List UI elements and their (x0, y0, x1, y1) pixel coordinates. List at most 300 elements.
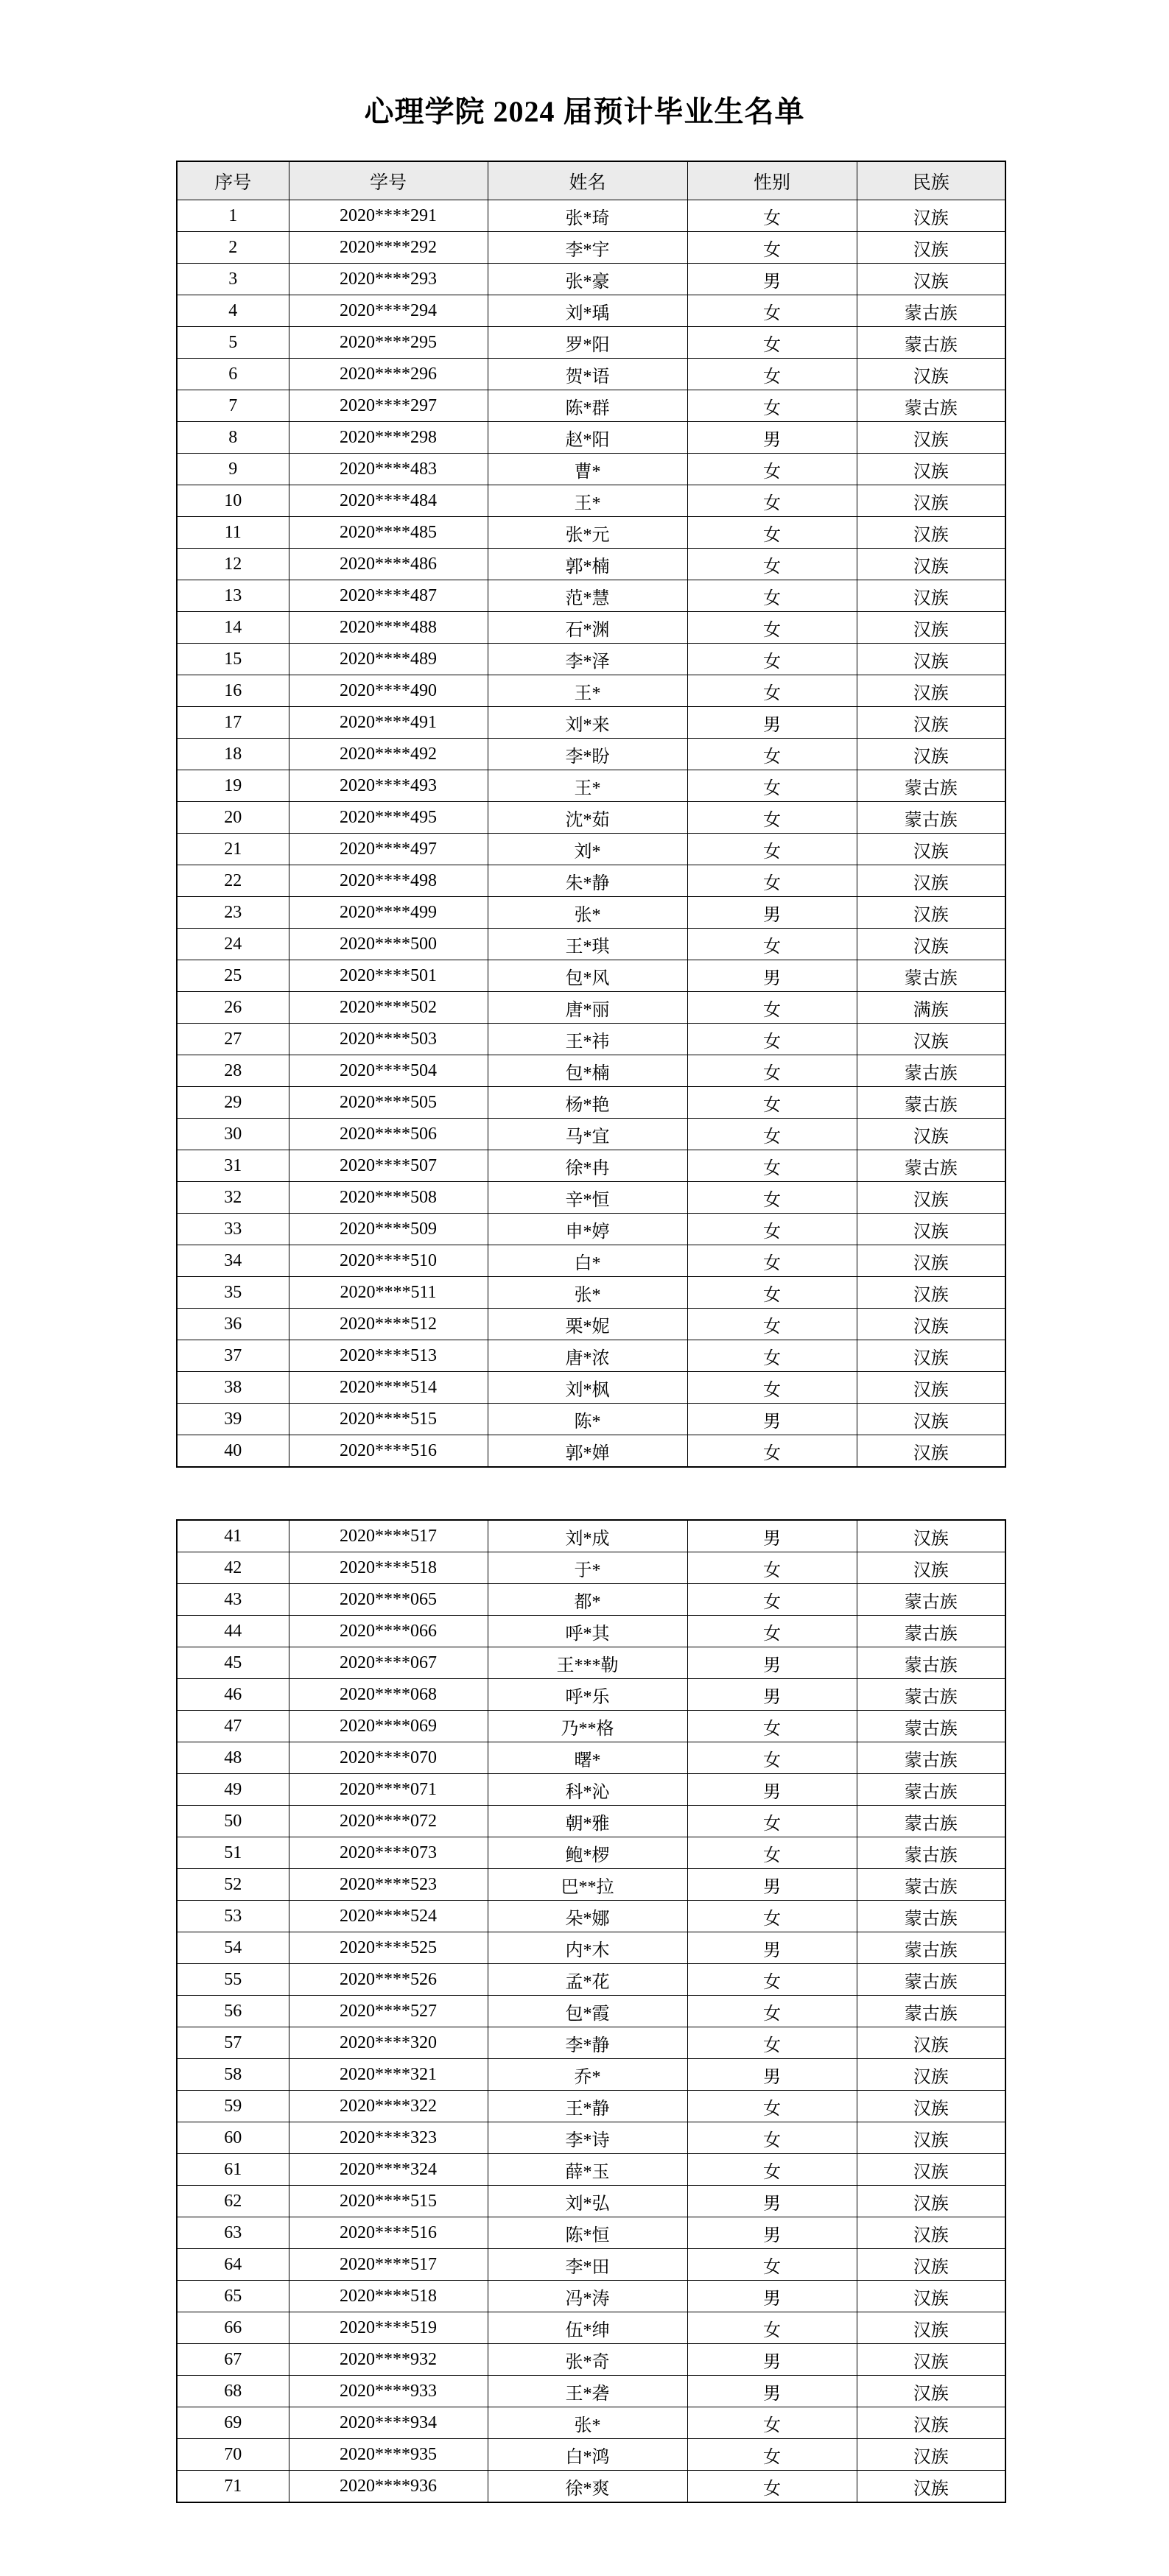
student-id-cell: 2020****507 (289, 1150, 488, 1182)
name-cell: 陈* (488, 1404, 687, 1435)
gender-cell: 男 (687, 2281, 857, 2312)
row-index-cell: 35 (177, 1277, 289, 1309)
student-id-cell: 2020****065 (289, 1584, 488, 1616)
name-cell: 贺*语 (488, 359, 687, 390)
name-cell: 罗*阳 (488, 327, 687, 359)
gender-cell: 男 (687, 1774, 857, 1806)
gender-cell: 女 (687, 2091, 857, 2122)
name-cell: 白*鸿 (488, 2439, 687, 2471)
student-id-cell: 2020****324 (289, 2154, 488, 2186)
table-row (177, 232, 1005, 264)
student-id-cell: 2020****517 (289, 1520, 488, 1552)
gender-cell: 女 (687, 2471, 857, 2503)
student-id-cell: 2020****934 (289, 2407, 488, 2439)
gender-cell: 女 (687, 454, 857, 485)
row-index-cell: 22 (177, 865, 289, 897)
ethnicity-cell: 蒙古族 (857, 1584, 1005, 1616)
name-cell: 张* (488, 1277, 687, 1309)
gender-cell: 女 (687, 2122, 857, 2154)
row-index-cell: 64 (177, 2249, 289, 2281)
gender-cell: 女 (687, 865, 857, 897)
row-index-cell: 61 (177, 2154, 289, 2186)
student-id-cell: 2020****298 (289, 422, 488, 454)
table-row (177, 1711, 1005, 1742)
student-id-cell: 2020****067 (289, 1647, 488, 1679)
student-id-cell: 2020****517 (289, 2249, 488, 2281)
gender-cell: 男 (687, 1869, 857, 1901)
ethnicity-cell: 蒙古族 (857, 1150, 1005, 1182)
row-index-cell: 53 (177, 1901, 289, 1932)
table-row (177, 1340, 1005, 1372)
table-row (177, 2249, 1005, 2281)
table-row (177, 1742, 1005, 1774)
name-cell: 栗*妮 (488, 1309, 687, 1340)
ethnicity-cell: 汉族 (857, 454, 1005, 485)
table-body-block-1 (177, 200, 1005, 1468)
row-index-cell: 11 (177, 517, 289, 549)
gender-cell: 男 (687, 1647, 857, 1679)
gender-cell: 女 (687, 612, 857, 644)
name-cell: 张*豪 (488, 264, 687, 295)
table-row (177, 1520, 1005, 1552)
table-row (177, 865, 1005, 897)
row-index-cell: 46 (177, 1679, 289, 1711)
ethnicity-cell: 汉族 (857, 739, 1005, 770)
row-index-cell: 31 (177, 1150, 289, 1182)
ethnicity-cell: 蒙古族 (857, 1964, 1005, 1996)
gender-cell: 男 (687, 897, 857, 929)
student-id-cell: 2020****489 (289, 644, 488, 675)
name-cell: 薛*玉 (488, 2154, 687, 2186)
name-cell: 郭*婵 (488, 1435, 687, 1468)
name-cell: 沈*茹 (488, 802, 687, 834)
row-index-cell: 69 (177, 2407, 289, 2439)
table-body-block-2 (177, 1520, 1005, 2502)
ethnicity-cell: 汉族 (857, 2091, 1005, 2122)
student-id-cell: 2020****508 (289, 1182, 488, 1214)
table-row (177, 675, 1005, 707)
gender-cell: 男 (687, 2186, 857, 2217)
table-header-row (177, 161, 1005, 200)
gender-cell: 女 (687, 580, 857, 612)
student-id-cell: 2020****513 (289, 1340, 488, 1372)
ethnicity-cell: 汉族 (857, 517, 1005, 549)
table-row (177, 2186, 1005, 2217)
row-index-cell: 48 (177, 1742, 289, 1774)
student-id-cell: 2020****484 (289, 485, 488, 517)
name-cell: 曹* (488, 454, 687, 485)
ethnicity-cell: 汉族 (857, 2281, 1005, 2312)
student-id-cell: 2020****297 (289, 390, 488, 422)
row-index-cell: 38 (177, 1372, 289, 1404)
student-id-cell: 2020****515 (289, 1404, 488, 1435)
gender-cell: 女 (687, 739, 857, 770)
table-row (177, 1584, 1005, 1616)
row-index-cell: 58 (177, 2059, 289, 2091)
gender-cell: 女 (687, 295, 857, 327)
table-row (177, 707, 1005, 739)
page-title: 心理学院 2024 届预计毕业生名单 (364, 95, 805, 128)
ethnicity-cell: 汉族 (857, 232, 1005, 264)
gender-cell: 女 (687, 1616, 857, 1647)
ethnicity-cell: 汉族 (857, 549, 1005, 580)
student-id-cell: 2020****504 (289, 1055, 488, 1087)
row-index-cell: 39 (177, 1404, 289, 1435)
table-row (177, 454, 1005, 485)
gender-cell: 女 (687, 1742, 857, 1774)
row-index-cell: 67 (177, 2344, 289, 2376)
name-cell: 王*静 (488, 2091, 687, 2122)
name-cell: 都* (488, 1584, 687, 1616)
ethnicity-cell: 汉族 (857, 264, 1005, 295)
gender-cell: 男 (687, 960, 857, 992)
row-index-cell: 45 (177, 1647, 289, 1679)
row-index-cell: 10 (177, 485, 289, 517)
gender-cell: 女 (687, 1055, 857, 1087)
ethnicity-cell: 汉族 (857, 580, 1005, 612)
gender-cell: 女 (687, 1584, 857, 1616)
ethnicity-cell: 蒙古族 (857, 295, 1005, 327)
row-index-cell: 25 (177, 960, 289, 992)
table-row (177, 2027, 1005, 2059)
student-id-cell: 2020****499 (289, 897, 488, 929)
ethnicity-cell: 汉族 (857, 1277, 1005, 1309)
student-id-cell: 2020****502 (289, 992, 488, 1024)
ethnicity-cell: 蒙古族 (857, 1711, 1005, 1742)
ethnicity-cell: 汉族 (857, 865, 1005, 897)
ethnicity-cell: 汉族 (857, 1119, 1005, 1150)
gender-cell: 女 (687, 2027, 857, 2059)
gender-cell: 女 (687, 1277, 857, 1309)
table-row (177, 2312, 1005, 2344)
name-cell: 申*婷 (488, 1214, 687, 1245)
name-cell: 唐*浓 (488, 1340, 687, 1372)
name-cell: 王* (488, 675, 687, 707)
student-id-cell: 2020****497 (289, 834, 488, 865)
row-index-cell: 24 (177, 929, 289, 960)
name-cell: 王*琪 (488, 929, 687, 960)
name-cell: 呼*乐 (488, 1679, 687, 1711)
ethnicity-cell: 蒙古族 (857, 1869, 1005, 1901)
ethnicity-cell: 汉族 (857, 644, 1005, 675)
gender-cell: 男 (687, 707, 857, 739)
ethnicity-cell: 蒙古族 (857, 770, 1005, 802)
table-row (177, 1055, 1005, 1087)
student-id-cell: 2020****518 (289, 2281, 488, 2312)
table-row (177, 2407, 1005, 2439)
student-id-cell: 2020****321 (289, 2059, 488, 2091)
name-cell: 刘*弘 (488, 2186, 687, 2217)
name-cell: 伍*绅 (488, 2312, 687, 2344)
student-id-cell: 2020****527 (289, 1996, 488, 2027)
ethnicity-cell: 汉族 (857, 2059, 1005, 2091)
table-row (177, 390, 1005, 422)
row-index-cell: 15 (177, 644, 289, 675)
gender-cell: 女 (687, 232, 857, 264)
ethnicity-cell: 汉族 (857, 1404, 1005, 1435)
ethnicity-cell: 满族 (857, 992, 1005, 1024)
ethnicity-cell: 汉族 (857, 485, 1005, 517)
table-row (177, 2344, 1005, 2376)
name-cell: 马*宜 (488, 1119, 687, 1150)
ethnicity-cell: 汉族 (857, 707, 1005, 739)
ethnicity-cell: 汉族 (857, 2407, 1005, 2439)
gender-cell: 男 (687, 2217, 857, 2249)
student-id-cell: 2020****523 (289, 1869, 488, 1901)
gender-cell: 女 (687, 1087, 857, 1119)
row-index-cell: 16 (177, 675, 289, 707)
table-row (177, 1616, 1005, 1647)
ethnicity-cell: 蒙古族 (857, 1774, 1005, 1806)
table-row (177, 200, 1005, 232)
row-index-cell: 36 (177, 1309, 289, 1340)
name-cell: 郭*楠 (488, 549, 687, 580)
gender-cell: 女 (687, 2439, 857, 2471)
table-row (177, 929, 1005, 960)
name-cell: 李*宇 (488, 232, 687, 264)
table-row (177, 422, 1005, 454)
gender-cell: 男 (687, 422, 857, 454)
table-row (177, 517, 1005, 549)
table-row (177, 2091, 1005, 2122)
table-row (177, 2471, 1005, 2503)
name-cell: 李*盼 (488, 739, 687, 770)
table-row (177, 485, 1005, 517)
ethnicity-cell: 蒙古族 (857, 802, 1005, 834)
table-row (177, 264, 1005, 295)
student-id-cell: 2020****501 (289, 960, 488, 992)
name-cell: 杨*艳 (488, 1087, 687, 1119)
row-index-cell: 56 (177, 1996, 289, 2027)
gender-cell: 女 (687, 2154, 857, 2186)
name-cell: 张* (488, 2407, 687, 2439)
name-cell: 陈*恒 (488, 2217, 687, 2249)
name-cell: 呼*其 (488, 1616, 687, 1647)
table-row (177, 1435, 1005, 1468)
row-index-cell: 19 (177, 770, 289, 802)
row-index-cell: 2 (177, 232, 289, 264)
ethnicity-cell: 蒙古族 (857, 1837, 1005, 1869)
row-index-cell: 27 (177, 1024, 289, 1055)
student-id-cell: 2020****323 (289, 2122, 488, 2154)
row-index-cell: 51 (177, 1837, 289, 1869)
row-index-cell: 40 (177, 1435, 289, 1468)
student-id-cell: 2020****491 (289, 707, 488, 739)
gender-cell: 女 (687, 1214, 857, 1245)
gender-cell: 女 (687, 1996, 857, 2027)
name-cell: 朝*雅 (488, 1806, 687, 1837)
student-id-cell: 2020****519 (289, 2312, 488, 2344)
gender-cell: 女 (687, 1245, 857, 1277)
table-row (177, 992, 1005, 1024)
table-row (177, 2281, 1005, 2312)
name-cell: 李*泽 (488, 644, 687, 675)
gender-cell: 女 (687, 1837, 857, 1869)
header-ethnicity: 民族 (857, 161, 1005, 200)
table-row (177, 1837, 1005, 1869)
table-row (177, 1679, 1005, 1711)
student-id-cell: 2020****506 (289, 1119, 488, 1150)
row-index-cell: 66 (177, 2312, 289, 2344)
row-index-cell: 54 (177, 1932, 289, 1964)
student-id-cell: 2020****071 (289, 1774, 488, 1806)
gender-cell: 女 (687, 1372, 857, 1404)
row-index-cell: 17 (177, 707, 289, 739)
table-row (177, 960, 1005, 992)
name-cell: 朱*静 (488, 865, 687, 897)
table-row (177, 1869, 1005, 1901)
name-cell: 包*霞 (488, 1996, 687, 2027)
table-row (177, 1214, 1005, 1245)
gender-cell: 男 (687, 1932, 857, 1964)
gender-cell: 女 (687, 770, 857, 802)
student-id-cell: 2020****524 (289, 1901, 488, 1932)
table-row (177, 1647, 1005, 1679)
ethnicity-cell: 汉族 (857, 675, 1005, 707)
row-index-cell: 70 (177, 2439, 289, 2471)
ethnicity-cell: 汉族 (857, 2312, 1005, 2344)
gender-cell: 女 (687, 359, 857, 390)
ethnicity-cell: 汉族 (857, 2027, 1005, 2059)
table-row (177, 2439, 1005, 2471)
name-cell: 石*渊 (488, 612, 687, 644)
graduates-table-block-2 (176, 1519, 1006, 2503)
ethnicity-cell: 蒙古族 (857, 327, 1005, 359)
table-row (177, 295, 1005, 327)
row-index-cell: 1 (177, 200, 289, 232)
name-cell: 王***勒 (488, 1647, 687, 1679)
student-id-cell: 2020****070 (289, 1742, 488, 1774)
gender-cell: 女 (687, 1964, 857, 1996)
gender-cell: 男 (687, 264, 857, 295)
row-index-cell: 68 (177, 2376, 289, 2407)
gender-cell: 女 (687, 1435, 857, 1468)
student-id-cell: 2020****495 (289, 802, 488, 834)
row-index-cell: 43 (177, 1584, 289, 1616)
student-id-cell: 2020****516 (289, 1435, 488, 1468)
student-id-cell: 2020****294 (289, 295, 488, 327)
gender-cell: 女 (687, 327, 857, 359)
name-cell: 白* (488, 1245, 687, 1277)
table-row (177, 1024, 1005, 1055)
student-id-cell: 2020****515 (289, 2186, 488, 2217)
name-cell: 包*风 (488, 960, 687, 992)
gender-cell: 男 (687, 2059, 857, 2091)
ethnicity-cell: 蒙古族 (857, 1901, 1005, 1932)
gender-cell: 女 (687, 834, 857, 865)
gender-cell: 男 (687, 1520, 857, 1552)
row-index-cell: 59 (177, 2091, 289, 2122)
gender-cell: 男 (687, 2344, 857, 2376)
name-cell: 巴**拉 (488, 1869, 687, 1901)
table-row (177, 1119, 1005, 1150)
table-row (177, 1404, 1005, 1435)
name-cell: 朵*娜 (488, 1901, 687, 1932)
ethnicity-cell: 蒙古族 (857, 1742, 1005, 1774)
name-cell: 王*祎 (488, 1024, 687, 1055)
table-container (176, 161, 1005, 2503)
row-index-cell: 3 (177, 264, 289, 295)
student-id-cell: 2020****526 (289, 1964, 488, 1996)
row-index-cell: 5 (177, 327, 289, 359)
ethnicity-cell: 汉族 (857, 200, 1005, 232)
ethnicity-cell: 汉族 (857, 1245, 1005, 1277)
table-row (177, 834, 1005, 865)
row-index-cell: 44 (177, 1616, 289, 1647)
name-cell: 陈*群 (488, 390, 687, 422)
table-row (177, 1774, 1005, 1806)
row-index-cell: 33 (177, 1214, 289, 1245)
ethnicity-cell: 汉族 (857, 1552, 1005, 1584)
student-id-cell: 2020****503 (289, 1024, 488, 1055)
student-id-cell: 2020****516 (289, 2217, 488, 2249)
gender-cell: 女 (687, 675, 857, 707)
student-id-cell: 2020****498 (289, 865, 488, 897)
student-id-cell: 2020****072 (289, 1806, 488, 1837)
row-index-cell: 4 (177, 295, 289, 327)
ethnicity-cell: 汉族 (857, 929, 1005, 960)
name-cell: 于* (488, 1552, 687, 1584)
student-id-cell: 2020****486 (289, 549, 488, 580)
table-row (177, 2154, 1005, 2186)
gender-cell: 女 (687, 2407, 857, 2439)
gender-cell: 女 (687, 517, 857, 549)
gender-cell: 女 (687, 485, 857, 517)
row-index-cell: 47 (177, 1711, 289, 1742)
gender-cell: 男 (687, 1404, 857, 1435)
header-gender: 性别 (687, 161, 857, 200)
name-cell: 张*琦 (488, 200, 687, 232)
ethnicity-cell: 汉族 (857, 359, 1005, 390)
gender-cell: 女 (687, 2249, 857, 2281)
name-cell: 唐*丽 (488, 992, 687, 1024)
name-cell: 曙* (488, 1742, 687, 1774)
table-row (177, 1552, 1005, 1584)
name-cell: 刘*枫 (488, 1372, 687, 1404)
row-index-cell: 18 (177, 739, 289, 770)
name-cell: 刘* (488, 834, 687, 865)
gender-cell: 女 (687, 1806, 857, 1837)
row-index-cell: 8 (177, 422, 289, 454)
name-cell: 张*奇 (488, 2344, 687, 2376)
name-cell: 鲍*椤 (488, 1837, 687, 1869)
row-index-cell: 29 (177, 1087, 289, 1119)
ethnicity-cell: 汉族 (857, 1024, 1005, 1055)
student-id-cell: 2020****073 (289, 1837, 488, 1869)
ethnicity-cell: 蒙古族 (857, 1616, 1005, 1647)
row-index-cell: 41 (177, 1520, 289, 1552)
student-id-cell: 2020****492 (289, 739, 488, 770)
ethnicity-cell: 汉族 (857, 2471, 1005, 2503)
ethnicity-cell: 蒙古族 (857, 1932, 1005, 1964)
table-row (177, 770, 1005, 802)
student-id-cell: 2020****487 (289, 580, 488, 612)
ethnicity-cell: 汉族 (857, 2344, 1005, 2376)
student-id-cell: 2020****500 (289, 929, 488, 960)
row-index-cell: 28 (177, 1055, 289, 1087)
ethnicity-cell: 蒙古族 (857, 960, 1005, 992)
row-index-cell: 13 (177, 580, 289, 612)
row-index-cell: 63 (177, 2217, 289, 2249)
ethnicity-cell: 汉族 (857, 1309, 1005, 1340)
gender-cell: 男 (687, 2376, 857, 2407)
ethnicity-cell: 汉族 (857, 1372, 1005, 1404)
student-id-cell: 2020****320 (289, 2027, 488, 2059)
ethnicity-cell: 蒙古族 (857, 1806, 1005, 1837)
ethnicity-cell: 汉族 (857, 2249, 1005, 2281)
student-id-cell: 2020****322 (289, 2091, 488, 2122)
name-cell: 王* (488, 770, 687, 802)
